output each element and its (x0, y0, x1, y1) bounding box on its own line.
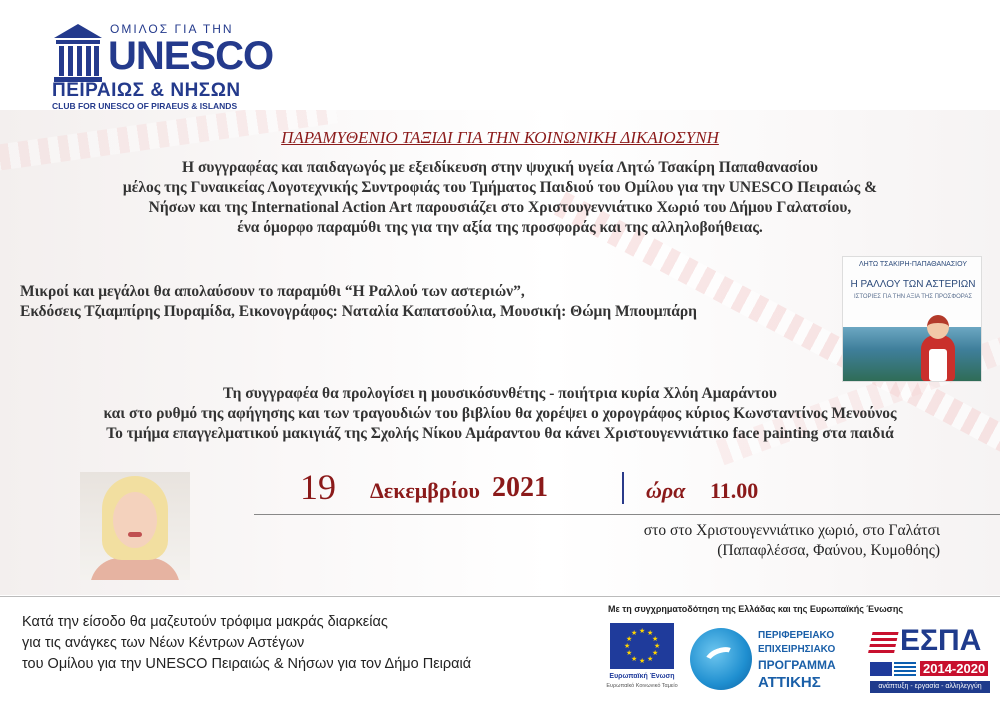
book-author: ΛΗΤΩ ΤΣΑΚΙΡΗ-ΠΑΠΑΘΑΝΑΣΙΟΥ (858, 261, 968, 268)
venue-line: (Παπαφλέσσα, Φαύνου, Κυμοθόης) (717, 542, 940, 559)
pep-line: ΑΤΤΙΚΗΣ (758, 674, 821, 691)
eu-fund-name: Ευρωπαϊκό Κοινωνικό Ταμείο (606, 683, 678, 689)
star-icon: ★ (631, 629, 638, 637)
event-day: 19 (300, 467, 336, 507)
logo-wordmark: UNESCO (108, 34, 274, 78)
star-icon: ★ (626, 635, 633, 643)
star-icon: ★ (652, 635, 659, 643)
intro-paragraph (0, 158, 1000, 238)
author-photo (113, 492, 157, 548)
author-photo (90, 558, 180, 580)
book-illustration (929, 349, 947, 381)
story-paragraph (20, 282, 697, 322)
story-line: Εκδόσεις Τζιαμπίρης Πυραμίδα, Εικονογράφος: Ναταλία Καπατσούλια, Μουσική: Θώμη Μπουμπάρη (20, 303, 697, 320)
pep-line: ΠΕΡΙΦΕΡΕΙΑΚΟ (758, 630, 835, 641)
greek-flag-icon (894, 662, 916, 676)
food-drive-note (22, 612, 471, 675)
pep-line: ΠΡΟΓΡΑΜΜΑ (758, 658, 836, 672)
hosts-line: Το τμήμα επαγγελματικού μακιγιάζ της Σχολής Νίκου Αμάραντου θα κάνει Χριστουγεννιάτικο face painting στα παιδιά (106, 425, 894, 442)
star-icon: ★ (654, 642, 661, 650)
event-venue (560, 521, 940, 561)
espa-slogan: ανάπτυξη - εργασία - αλληλεγγύη (870, 681, 990, 693)
intro-line: Η συγγραφέας και παιδαγωγός με εξειδίκευση στην ψυχική υγεία Λητώ Τσακίρη Παπαθανασίου (182, 159, 818, 176)
book-illustration (927, 315, 949, 339)
star-icon: ★ (631, 655, 638, 663)
eu-flag-icon (870, 662, 892, 676)
author-photo (80, 472, 190, 580)
intro-line: μέλος της Γυναικείας Λογοτεχνικής Συντροφιάς του Τμήματος Παιδιού του Ομίλου για την UNESCO Πειραιώς & (122, 179, 878, 196)
pep-attica-logo (690, 624, 860, 696)
star-icon: ★ (639, 657, 646, 665)
eu-logo (604, 623, 680, 695)
espa-name: ΕΣΠΑ (900, 624, 982, 657)
hosts-paragraph (0, 384, 1000, 444)
star-icon: ★ (647, 629, 654, 637)
note-line: για τις ανάγκες των Νέων Κέντρων Αστέγων (22, 635, 305, 651)
temple-icon (52, 22, 104, 84)
cofunding-text: Με τη συγχρηματοδότηση της Ελλάδας και της Ευρωπαϊκής Ένωσης (608, 604, 904, 614)
footer-divider (0, 596, 1000, 597)
intro-line: Νήσων και της International Action Art παρουσιάζει στο Χριστουγεννιάτικο Χωριό του Δήμου Γαλατσίου, (148, 199, 852, 216)
event-month: Δεκεμβρίου (370, 478, 480, 503)
pep-line: ΕΠΙΧΕΙΡΗΣΙΑΚΟ (758, 644, 836, 655)
author-photo (128, 532, 142, 537)
note-line: Κατά την είσοδο θα μαζευτούν τρόφιμα μακράς διαρκείας (22, 614, 388, 630)
espa-years: 2014-2020 (920, 661, 988, 676)
date-separator (622, 472, 624, 504)
event-title: ΠΑΡΑΜΥΘΕΝΙΟ ΤΑΞΙΔΙ ΓΙΑ ΤΗΝ ΚΟΙΝΩΝΙΚΗ ΔΙΚΑΙΟΣΥΝΗ (281, 128, 719, 147)
note-line: του Ομίλου για την UNESCO Πειραιώς & Νήσων για τον Δήμο Πειραιά (22, 656, 472, 672)
event-time: 11.00 (710, 478, 759, 503)
book-subtitle: ΙΣΤΟΡΙΕΣ ΓΙΑ ΤΗΝ ΑΞΙΑ ΤΗΣ ΠΡΟΣΦΟΡΑΣ (853, 294, 973, 300)
hosts-line: και στο ρυθμό της αφήγησης και των τραγουδιών του βιβλίου θα χορέψει ο χορογράφος κύριος Κωνσταντίνος Μενούνος (103, 405, 897, 422)
venue-line: στο στο Χριστουγεννιάτικο χωριό, στο Γαλάτσι (643, 522, 940, 539)
espa-logo (870, 624, 990, 696)
espa-flag-icon (867, 632, 898, 656)
story-line: Μικροί και μεγάλοι θα απολαύσουν το παραμύθι “Η Ραλλού των αστεριών”, (20, 283, 525, 300)
star-icon: ★ (647, 655, 654, 663)
intro-line: ένα όμορφο παραμύθι της για την αξία της προσφοράς και της αλληλοβοήθειας. (237, 219, 763, 236)
event-year: 2021 (492, 472, 548, 503)
star-icon: ★ (639, 627, 646, 635)
time-label: ώρα (646, 478, 686, 503)
star-icon: ★ (624, 642, 631, 650)
star-icon: ★ (626, 649, 633, 657)
logo-subtitle: ΟΜΙΛΟΣ ΓΙΑ ΤΗΝ (110, 22, 234, 36)
logo-city: ΠΕΙΡΑΙΩΣ & ΝΗΣΩΝ (52, 80, 241, 101)
pep-swirl-icon (690, 628, 752, 690)
book-illustration (843, 327, 982, 382)
pep-swirl-icon (701, 643, 740, 675)
date-divider (254, 514, 1000, 515)
unesco-club-logo (52, 20, 274, 111)
book-title: Η ΡΑΛΛΟΥ ΤΩΝ ΑΣΤΕΡΙΩΝ (850, 279, 976, 290)
eu-name: Ευρωπαϊκή Ένωση (609, 673, 675, 680)
hosts-line: Τη συγγραφέα θα προλογίσει η μουσικόσυνθέτης - ποιήτρια κυρία Χλόη Αμαράντου (223, 385, 777, 402)
eu-flag-icon (610, 623, 674, 669)
logo-english-name: CLUB FOR UNESCO OF PIRAEUS & ISLANDS (52, 101, 238, 111)
book-cover (842, 256, 982, 382)
star-icon: ★ (652, 649, 659, 657)
